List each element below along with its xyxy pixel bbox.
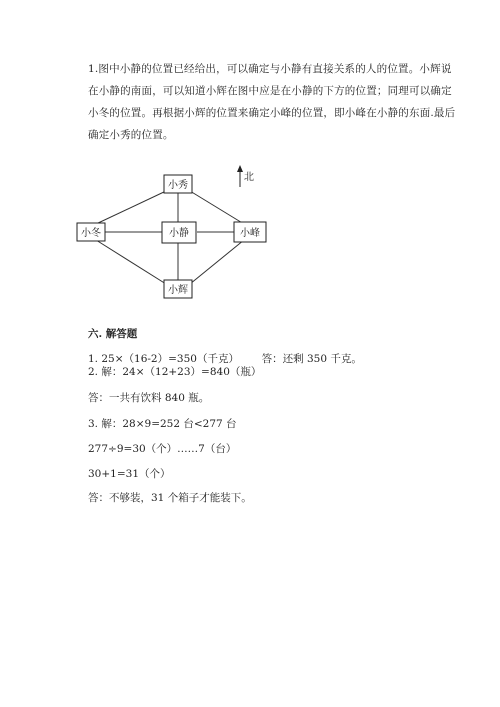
section-title: 六. 解答题 xyxy=(88,328,138,340)
node-top-label: 小秀 xyxy=(168,180,188,191)
edge-bottom-left xyxy=(96,240,166,284)
node-center xyxy=(162,222,196,243)
node-left-label: 小冬 xyxy=(81,228,101,239)
answer-1-calc-text: 1. 25×（16-2）=350（千克） xyxy=(88,353,239,365)
intro-line-3: 小冬的位置。再根据小辉的位置来确定小峰的位置，即小峰在小静的东面.最后 xyxy=(88,107,456,119)
node-right xyxy=(234,222,266,242)
edge-top-right xyxy=(190,191,244,224)
answer-2-result: 答：一共有饮料 840 瓶。 xyxy=(88,392,210,404)
intro-line-4: 确定小秀的位置。 xyxy=(88,129,174,141)
node-left xyxy=(77,223,105,241)
answer-1-result: 答：还剩 350 千克。 xyxy=(261,353,362,365)
node-bottom xyxy=(164,280,192,298)
north-label: 北 xyxy=(244,172,254,183)
answer-3-line-2: 277÷9=30（个）……7（台） xyxy=(88,443,237,455)
edge-top-left xyxy=(96,191,166,224)
node-top xyxy=(164,175,192,193)
answer-3-line-3: 30+1=31（个） xyxy=(88,468,171,480)
node-right-label: 小峰 xyxy=(240,228,260,239)
intro-line-2: 在小静的南面，可以知道小辉在图中应是在小静的下方的位置；同理可以确定 xyxy=(88,85,452,97)
intro-line-1: 1.图中小静的位置已经给出，可以确定与小静有直接关系的人的位置。小辉说 xyxy=(88,63,452,75)
node-bottom-label: 小辉 xyxy=(168,285,188,296)
edge-bottom-right xyxy=(190,240,244,284)
answer-3-result: 答：不够装，31 个箱子才能装下。 xyxy=(88,492,252,504)
answer-3-line-1: 3. 解：28×9=252 台<277 台 xyxy=(88,418,237,430)
north-indicator xyxy=(237,165,254,187)
answer-2-calc: 2. 解：24×（12+23）=840（瓶） xyxy=(88,366,262,378)
node-center-label: 小静 xyxy=(169,228,189,239)
